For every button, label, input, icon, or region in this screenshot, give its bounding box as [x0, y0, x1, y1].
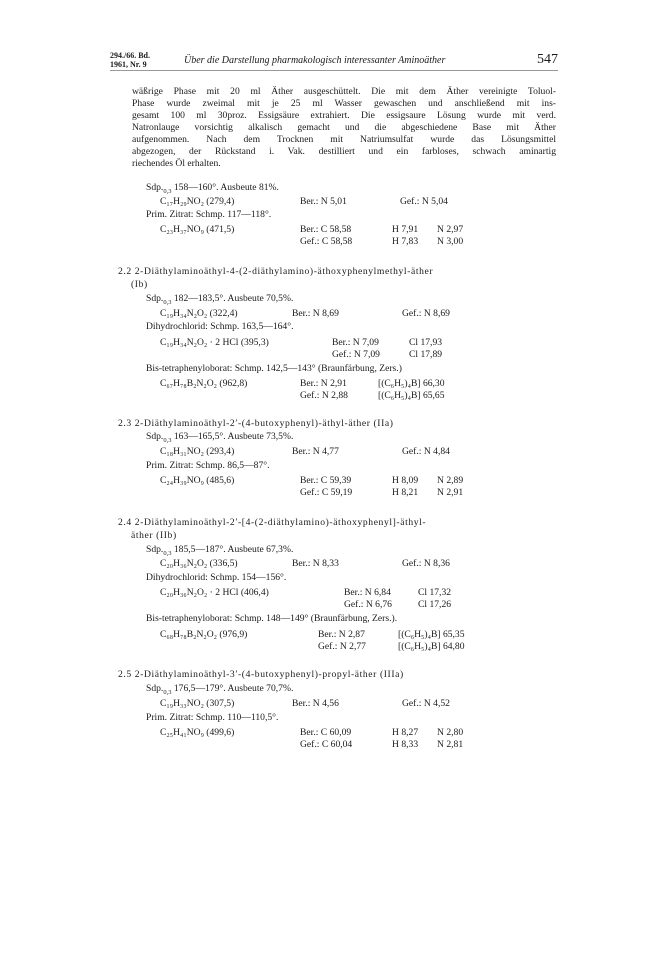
s5-found-c: Gef.: C 60,04 [300, 739, 353, 750]
s1-found-c: Gef.: C 58,58 [300, 236, 353, 247]
running-title: Über die Darstellung pharmakologisch interessanter Aminoäther [184, 55, 446, 66]
section-heading-2-2-cont: (Ib) [131, 279, 148, 290]
sdp-pressure: 0,3 [163, 187, 172, 195]
s2-calc-n: Ber.: N 7,09 [332, 337, 379, 348]
s5-calc-h: H 8,27 [392, 727, 419, 738]
s4-calc2-b: [(C₆H₅)₄B] 65,35 [398, 629, 465, 640]
sdp-pressure: 0,3 [163, 298, 172, 306]
s2-calc2-b: [(C₆H₅)₄B] 66,30 [378, 378, 445, 389]
intro-line: aufgenommen. Nach dem Trocknen mit Natriumsulfat wurde das Lösungsmittel [132, 134, 556, 145]
s2-salt2: Bis-tetraphenyloborat: Schmp. 142,5—143° (Braunfärbung, Zers.) [146, 363, 402, 374]
s4-salt: Dihydrochlorid: Schmp. 154—156°. [146, 572, 287, 583]
section-heading-2-2: 2.2 2-Diäthylaminoäthyl-4-(2-diäthylamino)-äthoxyphenylmethyl-äther [118, 266, 434, 277]
s2-boiling-point [146, 293, 293, 309]
s1-calc-n: N 2,97 [437, 224, 464, 235]
s3-found-h: H 8,21 [392, 487, 419, 498]
s2-salt2-formula: C₆₇H₇₈B₂N₂O₂ (962,8) [160, 378, 248, 389]
page-number: 547 [537, 52, 558, 67]
sdp-value: 185,5—187°. Ausbeute 67,3%. [171, 544, 294, 555]
s1-salt: Prim. Zitrat: Schmp. 117—118°. [146, 209, 272, 220]
s5-calc-c: Ber.: C 60,09 [300, 727, 352, 738]
intro-line: wäßrige Phase mit 20 ml Äther ausgeschüttelt. Die mit dem Äther vereinigte Toluol- [132, 86, 556, 97]
intro-line: gesamt 100 ml 30proz. Essigsäure extrahiert. Die essigsaure Lösung wurde mit verd. [132, 110, 556, 121]
s4-found2-n: Gef.: N 2,77 [318, 641, 366, 652]
s1-found-n: N 3,00 [437, 236, 464, 247]
sdp-value: 176,5—179°. Ausbeute 70,7%. [171, 683, 294, 694]
s3-found: Gef.: N 4,84 [402, 446, 450, 457]
s2-formula: C₁₉H₃₄N₂O₂ (322,4) [160, 308, 238, 319]
journal-ref: 294./66. Bd. [110, 51, 151, 60]
s3-calc-n: N 2,89 [437, 475, 464, 486]
s3-found-n: N 2,91 [437, 487, 464, 498]
sdp-label: Sdp. [146, 293, 164, 304]
s2-found-cl: Cl 17,89 [409, 349, 443, 360]
s4-found: Gef.: N 8,36 [402, 558, 450, 569]
s5-found-h: H 8,33 [392, 739, 419, 750]
s4-calc-n: Ber.: N 6,84 [344, 587, 391, 598]
s3-calc-h: H 8,09 [392, 475, 419, 486]
s2-salt: Dihydrochlorid: Schmp. 163,5—164°. [146, 321, 294, 332]
sdp-value: 163—165,5°. Ausbeute 73,5%. [171, 431, 294, 442]
s5-calc-n: N 2,80 [437, 727, 464, 738]
s3-boiling-point [146, 431, 293, 447]
sdp-pressure: 0,3 [163, 688, 172, 696]
issue-ref: 1961, Nr. 9 [110, 59, 147, 69]
s1-calc-h: H 7,91 [392, 224, 419, 235]
s5-salt: Prim. Zitrat: Schmp. 110—110,5°. [146, 712, 279, 723]
running-header [110, 52, 558, 71]
s4-found2-b: [(C₆H₅)₄B] 64,80 [398, 641, 465, 652]
section-heading-2-4: 2.4 2-Diäthylaminoäthyl-2′-[4-(2-diäthylamino)-äthoxyphenyl]-äthyl- [118, 517, 427, 528]
intro-line: Natronlauge vorsichtig alkalisch gemacht und die abgeschiedene Base mit Äther [132, 122, 556, 133]
s2-found-n: Gef.: N 7,09 [332, 349, 380, 360]
s3-salt-formula: C₂₄H₃₉NO₉ (485,6) [160, 475, 235, 486]
section-heading-2-3: 2.3 2-Diäthylaminoäthyl-2′-(4-butoxyphenyl)-äthyl-äther (IIa) [118, 418, 394, 429]
s4-salt2: Bis-tetraphenyloborat: Schmp. 148—149° (Braunfärbung, Zers.). [146, 613, 398, 624]
sdp-pressure: 0,3 [163, 549, 172, 557]
intro-line: Phase wurde zweimal mit je 25 ml Wasser gewaschen und anschließend mit ins- [132, 98, 556, 109]
s2-calc2-n: Ber.: N 2,91 [300, 378, 347, 389]
s3-found-c: Gef.: C 59,19 [300, 487, 353, 498]
sdp-value: 158—160°. Ausbeute 81%. [171, 182, 279, 193]
sdp-label: Sdp. [146, 544, 164, 555]
s1-found-h: H 7,83 [392, 236, 419, 247]
journal-volume [110, 52, 150, 69]
intro-line: riechendes Öl erhalten. [132, 158, 221, 169]
s5-salt-formula: C₂₅H₄₁NO₉ (499,6) [160, 727, 235, 738]
sdp-value: 182—183,5°. Ausbeute 70,5%. [171, 293, 294, 304]
s2-found2-b: [(C₆H₅)₄B] 65,65 [378, 390, 445, 401]
sdp-pressure: 0,3 [163, 436, 172, 444]
s5-found: Gef.: N 4,52 [402, 698, 450, 709]
s4-found-cl: Cl 17,26 [418, 599, 452, 610]
s4-calc: Ber.: N 8,33 [292, 558, 339, 569]
s2-found: Gef.: N 8,69 [402, 308, 450, 319]
s2-calc: Ber.: N 8,69 [292, 308, 339, 319]
s5-boiling-point [146, 683, 293, 699]
section-heading-2-4-cont: äther (IIb) [131, 530, 177, 541]
section-heading-2-5: 2.5 2-Diäthylaminoäthyl-3′-(4-butoxyphenyl)-propyl-äther (IIIa) [118, 669, 404, 680]
s4-salt2-formula: C₆₈H₇₈B₂N₂O₂ (976,9) [160, 629, 248, 640]
s1-calc-c: Ber.: C 58,58 [300, 224, 352, 235]
intro-paragraph [132, 86, 556, 170]
s3-calc: Ber.: N 4,77 [292, 446, 339, 457]
s2-found2-n: Gef.: N 2,88 [300, 390, 348, 401]
s5-calc: Ber.: N 4,56 [292, 698, 339, 709]
s4-salt-formula: C₂₀H₃₆N₂O₂ · 2 HCl (406,4) [160, 587, 269, 598]
s5-formula: C₁₉H₃₃NO₂ (307,5) [160, 698, 235, 709]
s1-salt-formula: C₂₃H₃₇NO₉ (471,5) [160, 224, 235, 235]
sdp-label: Sdp. [146, 182, 164, 193]
s2-calc-cl: Cl 17,93 [409, 337, 443, 348]
s1-formula: C₁₇H₂₉NO₂ (279,4) [160, 196, 235, 207]
sdp-label: Sdp. [146, 431, 164, 442]
s1-calc: Ber.: N 5,01 [300, 196, 347, 207]
s4-calc2-n: Ber.: N 2,87 [318, 629, 365, 640]
s3-formula: C₁₈H₃₁NO₂ (293,4) [160, 446, 235, 457]
s3-calc-c: Ber.: C 59,39 [300, 475, 352, 486]
s4-formula: C₂₀H₃₆N₂O₂ (336,5) [160, 558, 238, 569]
s1-found: Gef.: N 5,04 [400, 196, 448, 207]
s5-found-n: N 2,81 [437, 739, 464, 750]
s4-calc-cl: Cl 17,32 [418, 587, 452, 598]
s2-salt-formula: C₁₉H₃₄N₂O₂ · 2 HCl (395,3) [160, 337, 269, 348]
sdp-label: Sdp. [146, 683, 164, 694]
s3-salt: Prim. Zitrat: Schmp. 86,5—87°. [146, 460, 270, 471]
s4-found-n: Gef.: N 6,76 [344, 599, 392, 610]
intro-line: abgezogen, der Rückstand i. Vak. destilliert und ein farbloses, schwach aminartig [132, 146, 556, 157]
